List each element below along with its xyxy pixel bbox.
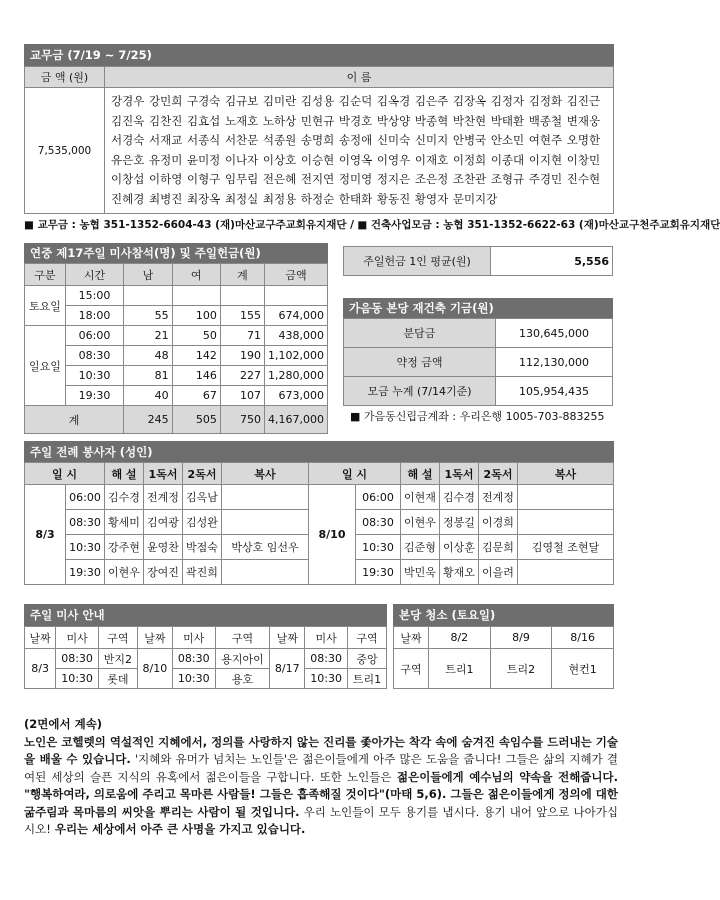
- srv-date-right: 8/10: [309, 485, 356, 585]
- table-cell: 100: [172, 306, 220, 326]
- fund-account: ■ 가음동신립금계좌 : 우리은행 1005-703-883255: [350, 410, 605, 423]
- att-total-female: 505: [172, 406, 220, 434]
- table-cell: 강주현: [105, 535, 144, 560]
- table-cell: 중앙: [348, 649, 387, 669]
- table-cell: 김준형: [401, 535, 440, 560]
- table-cell: [222, 560, 309, 585]
- att-h-sum: 계: [220, 264, 264, 286]
- mg-h-date: 날짜: [137, 627, 172, 649]
- table-cell: 김성완: [183, 510, 222, 535]
- mg-h-area: 구역: [98, 627, 137, 649]
- table-cell: 10:30: [305, 669, 348, 689]
- mass-guide-table: [24, 626, 387, 689]
- table-cell: 19:30: [66, 560, 105, 585]
- donation-table: [24, 66, 614, 214]
- table-cell: 67: [172, 386, 220, 406]
- table-cell: 박민욱: [401, 560, 440, 585]
- srv-h-commentary: 해 설: [105, 463, 144, 485]
- att-saturday: 토요일: [25, 286, 66, 326]
- table-cell: [518, 560, 614, 585]
- table-cell: 146: [172, 366, 220, 386]
- srv-h-reading2: 2독서: [479, 463, 518, 485]
- article-text: 우리 노인들이 모두 용기를 냅시다. 용기 내어 앞으로 나아가십시오!: [24, 804, 618, 836]
- table-cell: 142: [172, 346, 220, 366]
- mg-date: 8/10: [137, 649, 172, 689]
- table-cell: 190: [220, 346, 264, 366]
- table-cell: [222, 485, 309, 510]
- offering-avg-label: 주일헌금 1인 평균(원): [344, 247, 491, 276]
- article-text: '지혜와 유머가 넘치는 노인들'은 젊은이들에게 아주 많은 도움을 줍니다! 그들은 삶의 지혜가 결여된 세상의 슬픈 지식의 유혹에서 젊은이들을 구합니다. 또한 노인들은: [24, 752, 618, 784]
- building-fund-title: 가음동 본당 재건축 기금(원): [343, 298, 613, 318]
- article-text: 노인은 코헬렛의 역설적인 지혜에서, 정의를 사랑하지 않는 진리를 좇아가는 착각 속에 숨겨진 속임수를 드러내는 기술을 배울 수 있습니다.: [24, 734, 618, 766]
- table-cell: 10:30: [356, 535, 401, 560]
- srv-h-commentary: 해 설: [401, 463, 440, 485]
- table-cell: 이현우: [401, 510, 440, 535]
- table-cell: [265, 286, 328, 306]
- donation-col-name: 이 름: [105, 67, 614, 88]
- cleaning-table: [393, 626, 614, 689]
- mg-h-area: 구역: [348, 627, 387, 649]
- table-cell: 06:00: [356, 485, 401, 510]
- mg-date: 8/3: [25, 649, 56, 689]
- srv-h-reading1: 1독서: [440, 463, 479, 485]
- donation-account: ■ 교무금 : 농협 351-1352-6604-43 (재)마산교구주교회유지재단 /: [24, 219, 354, 231]
- fund-value: 112,130,000: [496, 348, 613, 377]
- table-cell: 10:30: [66, 535, 105, 560]
- donation-title: 교무금 (7/19 ~ 7/25): [24, 44, 614, 66]
- table-cell: 8/16: [552, 627, 614, 649]
- table-cell: 81: [124, 366, 172, 386]
- attendance-title: 연중 제17주일 미사참석(명) 및 주일헌금(원): [24, 243, 328, 263]
- table-cell: 673,000: [265, 386, 328, 406]
- table-cell: 용호: [215, 669, 270, 689]
- table-cell: 08:30: [65, 346, 123, 366]
- srv-h-altar: 복사: [222, 463, 309, 485]
- donation-names: 강경우 강민희 구경숙 김규보 김미란 김성용 김순덕 김옥경 김은주 김장옥 김정자 김정화 김진근 김진욱 김찬진 김효섭 노재호 노하상 민현규 박경호 박상양 박종혁 박찬현 박태환 백종철 변재웅 서경숙 서재교 서종식 서찬문 석종원 송명희 송정애 신미숙 신미지 안병국 안소민 여현주 오명한 유은호 유정미 윤미정 이나자 이상호 이승현 이영옥 이영우 이재호 이정희 이종대 이지현 이창민 이창섭 이하영 이형구 임무림 전은혜 전지연 정미영 정지은 조은정 조찬관 조형규 주경민 진수현 진혜경 최병진 최장옥 최정실 최정용 하정순 한태화 황동진 황영자 문미지강: [105, 88, 614, 214]
- table-cell: 윤영찬: [144, 535, 183, 560]
- att-total-label: 계: [25, 406, 124, 434]
- article-body: [24, 734, 618, 839]
- table-cell: [172, 286, 220, 306]
- table-cell: 김수경: [105, 485, 144, 510]
- table-cell: 1,102,000: [265, 346, 328, 366]
- article-text: 우리는 세상에서 아주 큰 사명을 가지고 있습니다.: [50, 822, 306, 836]
- att-h-type: 구분: [25, 264, 66, 286]
- mg-h-mass: 미사: [56, 627, 99, 649]
- cleaning-title: 본당 청소 (토요일): [393, 604, 614, 626]
- table-cell: 1,280,000: [265, 366, 328, 386]
- offering-average: [343, 246, 613, 276]
- clean-h-area: 구역: [394, 649, 429, 689]
- table-cell: 55: [124, 306, 172, 326]
- mg-h-area: 구역: [215, 627, 270, 649]
- table-cell: 이현재: [401, 485, 440, 510]
- clean-h-date: 날짜: [394, 627, 429, 649]
- table-cell: [518, 510, 614, 535]
- mg-date: 8/17: [270, 649, 305, 689]
- offering-avg-value: 5,556: [491, 247, 613, 276]
- table-cell: 곽진희: [183, 560, 222, 585]
- donation-col-amount: 금 액 (원): [25, 67, 105, 88]
- building-fund-table: [343, 318, 613, 406]
- donation-account-note: [24, 217, 720, 232]
- fund-value: 130,645,000: [496, 319, 613, 348]
- table-cell: 김옥남: [183, 485, 222, 510]
- table-cell: 674,000: [265, 306, 328, 326]
- servers-table: [24, 462, 614, 585]
- att-h-female: 여: [172, 264, 220, 286]
- table-cell: 트리1: [429, 649, 491, 689]
- table-cell: 08:30: [356, 510, 401, 535]
- mg-h-date: 날짜: [270, 627, 305, 649]
- donation-amount: 7,535,000: [25, 88, 105, 214]
- att-total-male: 245: [124, 406, 172, 434]
- table-cell: 10:30: [172, 669, 215, 689]
- table-cell: 김영철 조현달: [518, 535, 614, 560]
- continued-label: (2면에서 계속): [24, 717, 103, 731]
- srv-h-reading2: 2독서: [183, 463, 222, 485]
- table-cell: 용지아이: [215, 649, 270, 669]
- table-cell: 19:30: [356, 560, 401, 585]
- table-cell: 10:30: [65, 366, 123, 386]
- srv-h-altar: 복사: [518, 463, 614, 485]
- att-sunday: 일요일: [25, 326, 66, 406]
- table-cell: 반지2: [98, 649, 137, 669]
- article: [24, 716, 618, 839]
- table-cell: 107: [220, 386, 264, 406]
- table-row: 15:00: [65, 286, 123, 306]
- table-cell: 이상훈: [440, 535, 479, 560]
- table-cell: 전계정: [479, 485, 518, 510]
- table-cell: 박상호 임선우: [222, 535, 309, 560]
- srv-h-datetime: 일 시: [25, 463, 105, 485]
- srv-h-reading1: 1독서: [144, 463, 183, 485]
- att-total-amount: 4,167,000: [265, 406, 328, 434]
- table-cell: 08:30: [56, 649, 99, 669]
- table-cell: 전계정: [144, 485, 183, 510]
- table-cell: [222, 510, 309, 535]
- table-cell: 06:00: [65, 326, 123, 346]
- table-cell: 08:30: [66, 510, 105, 535]
- fund-label: 분담금: [344, 319, 496, 348]
- servers-title: 주일 전례 봉사자 (성인): [24, 441, 614, 462]
- table-cell: 김수경: [440, 485, 479, 510]
- table-cell: 트리1: [348, 669, 387, 689]
- table-cell: 10:30: [56, 669, 99, 689]
- table-cell: 18:00: [65, 306, 123, 326]
- article-text: 그들은 젊은이들에게 정의에 대한 굶주림과 목마름의 씨앗을 뿌리는 사람이 될 것입니다.: [24, 787, 618, 819]
- table-cell: [124, 286, 172, 306]
- mg-h-mass: 미사: [172, 627, 215, 649]
- fund-value: 105,954,435: [496, 377, 613, 406]
- table-cell: 48: [124, 346, 172, 366]
- mg-h-date: 날짜: [25, 627, 56, 649]
- table-cell: 438,000: [265, 326, 328, 346]
- table-cell: 김문희: [479, 535, 518, 560]
- table-cell: 155: [220, 306, 264, 326]
- table-cell: 이경희: [479, 510, 518, 535]
- table-cell: 8/2: [429, 627, 491, 649]
- table-cell: 06:00: [66, 485, 105, 510]
- att-total-sum: 750: [220, 406, 264, 434]
- article-text: 젊은이들에게 예수님의 약속을 전해줍니다. "행복하여라, 의로움에 주리고 목마른 사람들! 그들은 흡족해질 것이다"(마태 5,6).: [24, 769, 618, 801]
- table-cell: 71: [220, 326, 264, 346]
- attendance-table: [24, 263, 328, 434]
- table-cell: 40: [124, 386, 172, 406]
- table-cell: [220, 286, 264, 306]
- mg-h-mass: 미사: [305, 627, 348, 649]
- att-h-time: 시간: [65, 264, 123, 286]
- table-cell: 08:30: [172, 649, 215, 669]
- srv-h-datetime: 일 시: [309, 463, 401, 485]
- table-cell: 김여광: [144, 510, 183, 535]
- table-cell: 이현우: [105, 560, 144, 585]
- table-cell: [518, 485, 614, 510]
- table-cell: 8/9: [490, 627, 552, 649]
- table-cell: 트리2: [490, 649, 552, 689]
- table-cell: 황재오: [440, 560, 479, 585]
- table-cell: 장여진: [144, 560, 183, 585]
- table-cell: 50: [172, 326, 220, 346]
- fund-label: 모금 누계 (7/14기준): [344, 377, 496, 406]
- table-cell: 롯데: [98, 669, 137, 689]
- table-cell: 박점숙: [183, 535, 222, 560]
- table-cell: 이을려: [479, 560, 518, 585]
- att-h-male: 남: [124, 264, 172, 286]
- table-cell: 황세미: [105, 510, 144, 535]
- fund-label: 약정 금액: [344, 348, 496, 377]
- table-cell: 21: [124, 326, 172, 346]
- building-account: ■ 건축사업모금 : 농협 351-1352-6622-63 (재)마산교구천주교회유지재단: [357, 219, 720, 231]
- table-cell: 현컨1: [552, 649, 614, 689]
- table-cell: 08:30: [305, 649, 348, 669]
- table-cell: 정봉길: [440, 510, 479, 535]
- table-cell: 19:30: [65, 386, 123, 406]
- srv-date-left: 8/3: [25, 485, 66, 585]
- mass-guide-title: 주일 미사 안내: [24, 604, 387, 626]
- att-h-amount: 금액: [265, 264, 328, 286]
- table-cell: 227: [220, 366, 264, 386]
